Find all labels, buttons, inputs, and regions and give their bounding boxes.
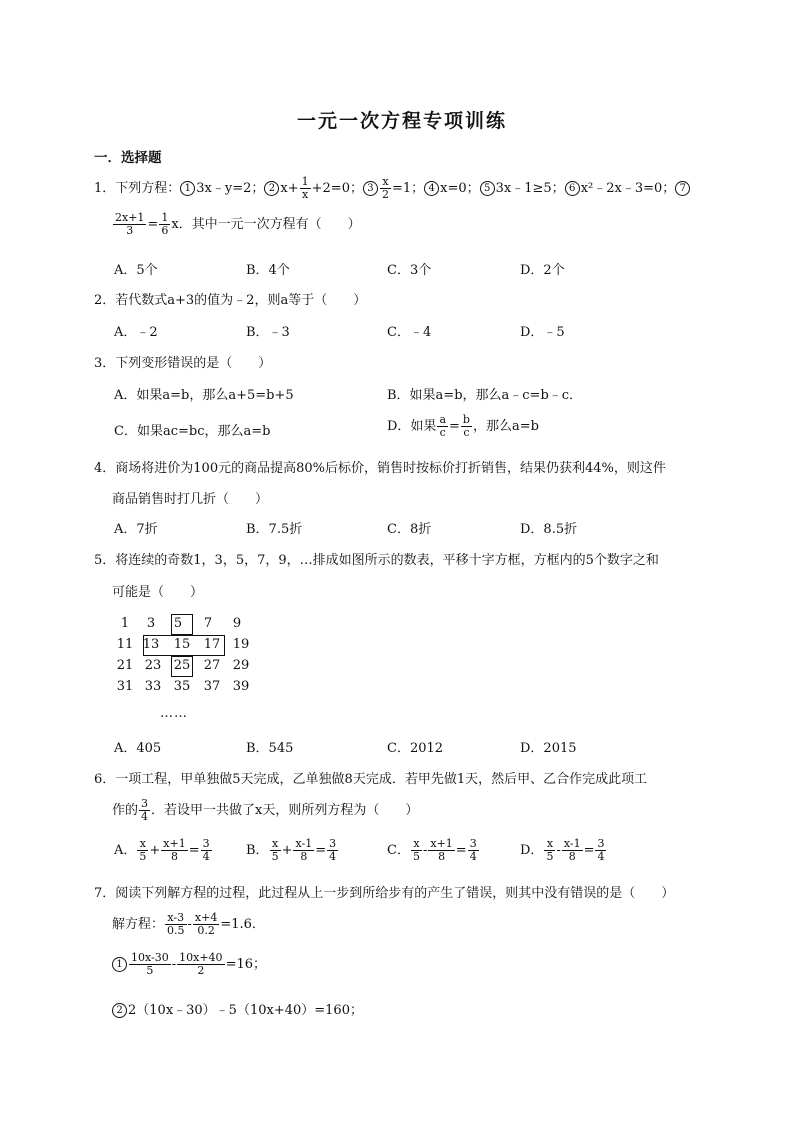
q5-option-c: C．2012 [387, 741, 444, 756]
equation-tail: =1.6． [220, 917, 265, 933]
q6-option-a [114, 838, 213, 863]
page-title: 一元一次方程专项训练 [297, 110, 508, 132]
equation-3-tail: =1； [391, 181, 425, 197]
table-cell: 1 [120, 616, 130, 631]
q1-option-a: A．5个 [114, 263, 158, 278]
equals-sign: = [449, 419, 460, 435]
q1-option-b: B．4个 [246, 263, 290, 278]
q7-step-2 [112, 999, 363, 1018]
q6-line-2-suffix: ．若设甲一共做了x天，则所列方程为（ ） [151, 803, 419, 819]
table-cell: 27 [203, 658, 221, 673]
circled-number: 5 [480, 181, 495, 196]
question-4-line-2: 商品销售时打几折（ ） [112, 492, 269, 507]
fraction: $\frac{x-1}{8}$ [295, 837, 313, 864]
table-cell: 15 [173, 637, 191, 652]
step-2-text: 2（10x﹣30）﹣5（10x+40）=160； [128, 1003, 363, 1018]
q5-option-a: A．405 [114, 741, 162, 756]
question-5-line-1: 5．将连续的奇数1，3，5，7，9，…排成如图所示的数表，平移十字方框，方框内的5个数字之和 [94, 553, 659, 568]
fraction: $\frac{1}{6}$ [161, 211, 169, 238]
question-6-line-1: 6．一项工程，甲单独做5天完成，乙单独做8天完成．若甲先做1天，然后甲、乙合作完成此项工 [94, 772, 648, 787]
option-label: D． [520, 843, 544, 859]
operator: - [171, 957, 177, 973]
circled-number: 4 [424, 181, 439, 196]
table-cell: 31 [116, 679, 134, 694]
equation-6: x²﹣2x﹣3=0； [580, 181, 676, 197]
ellipsis: …… [160, 706, 188, 721]
table-cell: 29 [232, 658, 250, 673]
table-cell: 33 [144, 679, 162, 694]
operator: + [281, 843, 293, 859]
fraction: $\frac{x+4}{0.2}$ [194, 911, 218, 938]
equation-2: x+ [280, 181, 299, 197]
q3-option-a: A．如果a=b，那么a+5=b+5 [114, 388, 294, 403]
section-heading: 一．选择题 [94, 150, 162, 166]
solve-label: 解方程： [112, 917, 165, 933]
question-7: 7．阅读下列解方程的过程，此过程从上一步到所给步有的产生了错误，则其中没有错误的是（ ） [94, 886, 675, 901]
fraction: $\frac{3}{4}$ [597, 837, 605, 864]
circled-number: 1 [180, 181, 195, 196]
cross-frame-bottom [171, 656, 193, 677]
equation-4: x=0； [440, 181, 480, 197]
circled-number: 2 [112, 1003, 127, 1018]
q6-option-c [387, 838, 480, 863]
circled-number: 3 [363, 181, 378, 196]
q7-equation [112, 912, 265, 937]
fraction: $\frac{3}{4}$ [141, 797, 149, 824]
operator: + [149, 843, 161, 859]
option-label: A． [114, 843, 137, 859]
equation-1: 3x﹣y=2； [196, 181, 265, 197]
table-cell: 5 [173, 616, 183, 631]
question-1-line-2 [112, 212, 361, 237]
step-1-tail: =16； [225, 957, 266, 973]
q1-option-c: C．3个 [387, 263, 432, 278]
table-cell: 35 [173, 679, 191, 694]
table-cell: 23 [144, 658, 162, 673]
fraction: $\frac{10x-30}{5}$ [131, 951, 169, 978]
circled-number: 6 [565, 181, 580, 196]
fraction: $\frac{2x+1}{3}$ [115, 211, 145, 238]
table-cell: 7 [203, 616, 213, 631]
q6-option-b [246, 838, 339, 863]
q2-option-a: A．﹣2 [114, 325, 158, 340]
equals-sign: = [315, 843, 327, 859]
question-5-line-2: 可能是（ ） [112, 585, 204, 600]
q6-option-d [520, 838, 607, 863]
table-cell: 21 [116, 658, 134, 673]
table-cell: 17 [203, 637, 221, 652]
question-1-line-1 [94, 176, 691, 201]
equals-sign: = [147, 217, 159, 233]
operator: - [556, 843, 561, 859]
table-cell: 19 [232, 637, 250, 652]
fraction: $\frac{x-1}{8}$ [563, 837, 581, 864]
q2-option-b: B．﹣3 [246, 325, 290, 340]
equals-sign: = [188, 843, 200, 859]
option-label: B． [246, 843, 269, 859]
q1-option-d: D．2个 [520, 263, 565, 278]
circled-number: 1 [112, 957, 127, 972]
fraction: $\frac{x}{5}$ [412, 837, 420, 864]
fraction: $\frac{b}{c}$ [462, 413, 470, 440]
q6-line-2-prefix: 作的 [112, 803, 139, 819]
q4-option-b: B．7.5折 [246, 522, 303, 537]
fraction: $\frac{1}{x}$ [301, 175, 309, 202]
table-cell: 13 [142, 637, 160, 652]
q3-option-d-prefix: D．如果 [387, 419, 437, 435]
fraction: $\frac{3}{4}$ [202, 837, 210, 864]
fraction: $\frac{x}{5}$ [139, 837, 147, 864]
fraction: $\frac{x}{5}$ [271, 837, 279, 864]
option-label: C． [387, 843, 410, 859]
fraction: $\frac{a}{c}$ [439, 413, 446, 440]
q5-option-d: D．2015 [520, 741, 577, 756]
equals-sign: = [455, 843, 467, 859]
circled-number: 7 [675, 181, 690, 196]
cross-frame-top [171, 614, 193, 635]
q4-option-d: D．8.5折 [520, 522, 578, 537]
fraction: $\frac{x}{2}$ [381, 175, 389, 202]
equation-2-tail: +2=0； [311, 181, 363, 197]
table-cell: 9 [232, 616, 242, 631]
fraction: $\frac{x+1}{8}$ [430, 837, 453, 864]
operator: - [187, 917, 192, 933]
table-cell: 25 [173, 658, 191, 673]
q7-step-1 [112, 952, 266, 977]
q3-option-d-suffix: ，那么a=b [472, 419, 539, 435]
table-cell: 37 [203, 679, 221, 694]
fraction: $\frac{x-3}{0.5}$ [167, 911, 185, 938]
table-cell: 3 [146, 616, 156, 631]
q3-option-d [387, 414, 539, 439]
table-cell: 11 [116, 637, 134, 652]
q4-option-c: C．8折 [387, 522, 432, 537]
fraction: $\frac{x}{5}$ [546, 837, 554, 864]
fraction: $\frac{3}{4}$ [469, 837, 477, 864]
q3-option-b: B．如果a=b，那么a﹣c=b﹣c． [387, 388, 583, 403]
fraction: $\frac{x+1}{8}$ [163, 837, 186, 864]
q2-option-c: C．﹣4 [387, 325, 432, 340]
question-4-line-1: 4．商场将进价为100元的商品提高80%后标价，销售时按标价打折销售，结果仍获利44%，则这件 [94, 461, 666, 476]
equation-5: 3x﹣1≥5； [495, 181, 565, 197]
operator: - [422, 843, 428, 859]
q4-option-a: A．7折 [114, 522, 158, 537]
question-6-line-2 [112, 798, 418, 823]
q5-option-b: B．545 [246, 741, 294, 756]
table-cell: 39 [232, 679, 250, 694]
question-2: 2．若代数式a+3的值为﹣2，则a等于（ ） [94, 293, 367, 308]
q1-prefix: 1．下列方程： [94, 181, 181, 197]
question-1-stem-end: x．其中一元一次方程有（ ） [171, 217, 361, 233]
equals-sign: = [583, 843, 595, 859]
q2-option-d: D．﹣5 [520, 325, 565, 340]
q3-option-c: C．如果ac=bc，那么a=b [114, 424, 271, 439]
fraction: $\frac{3}{4}$ [329, 837, 337, 864]
fraction: $\frac{10x+40}{2}$ [179, 951, 223, 978]
cross-frame-middle [143, 635, 225, 656]
circled-number: 2 [264, 181, 279, 196]
question-3: 3．下列变形错误的是（ ） [94, 356, 272, 371]
